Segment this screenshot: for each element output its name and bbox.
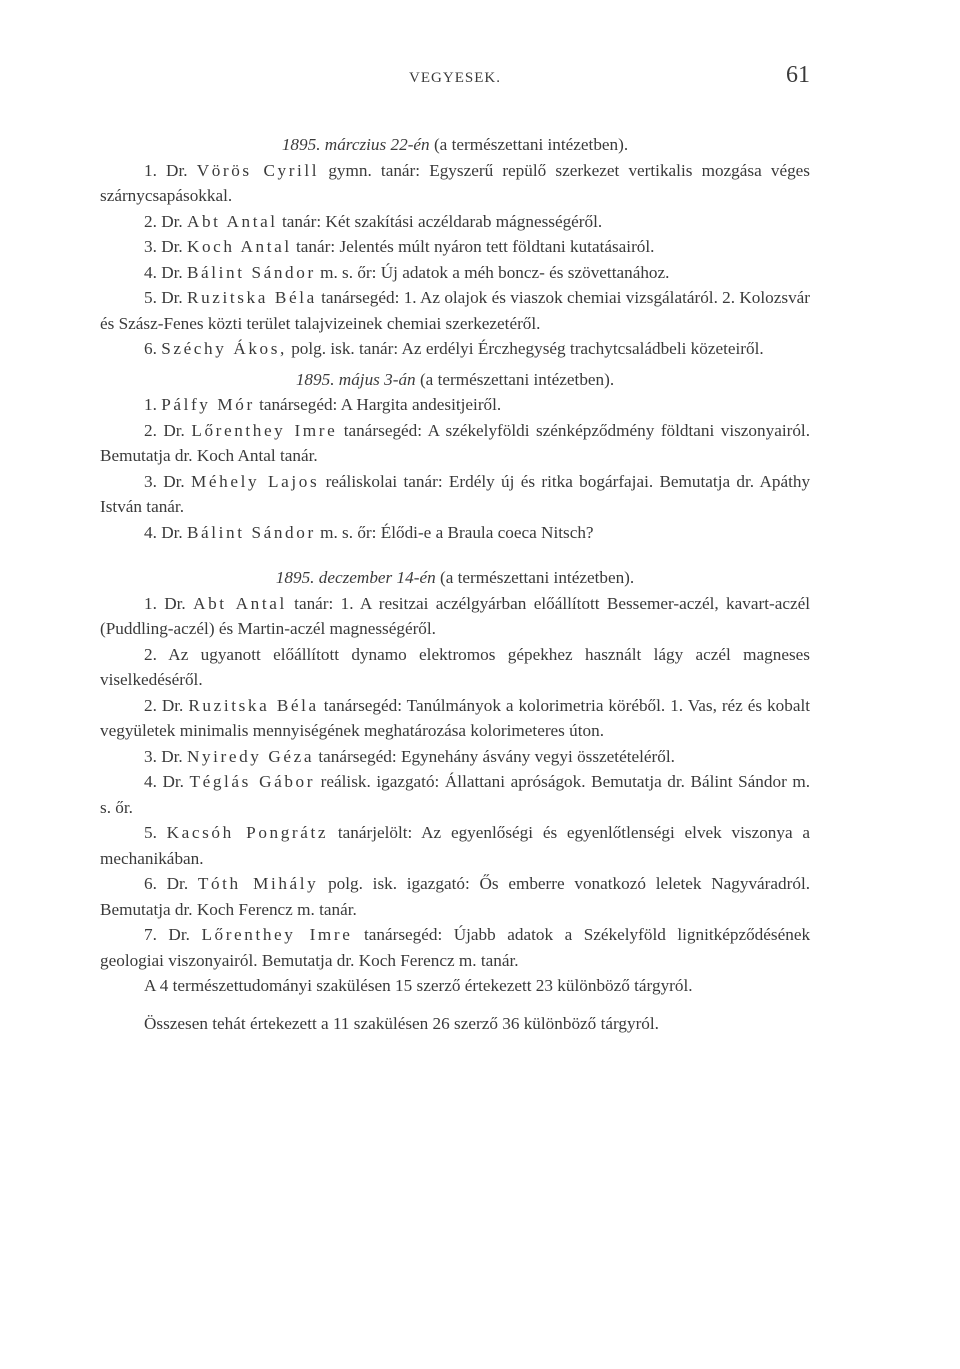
speaker-name: Méhely Lajos: [191, 471, 320, 491]
section-place: (a természettani intézetben).: [439, 568, 635, 587]
section-place: (a természettani intézetben).: [433, 135, 629, 154]
lecture-item: 2. Dr. Ruzitska Béla tanársegéd: Tanúlmányok a kolorimetria köréből. 1. Vas, réz és kobalt vegyületek minimalis mennyiségének meghatározása kolorimeteres úton.: [100, 695, 811, 740]
section-place: (a természettani intézetben).: [419, 369, 615, 389]
speaker-name: Széchy Ákos,: [161, 339, 287, 358]
speaker-name: Ruzitska Béla: [188, 695, 319, 715]
lecture-item: 6. Széchy Ákos, polg. isk. tanár: Az erdélyi Érczhegység trachytcsaládbeli közeteiről.: [144, 339, 764, 358]
lecture-item: 3. Dr. Nyiredy Géza tanársegéd: Egynehány ásvány vegyi összetételéről.: [144, 746, 675, 766]
speaker-name: Abt Antal: [186, 211, 278, 231]
lecture-item: 2. Dr. Abt Antal tanár: Két szakítási aczéldarab mágnességéről.: [144, 211, 603, 231]
lecture-item: 4. Dr. Téglás Gábor reálisk. igazgató: Állattani apróságok. Bemutatja dr. Bálint Sándor m. s. őr.: [100, 772, 811, 817]
body-text: [100, 132, 810, 1036]
speaker-name: Kacsóh Pongrátz: [166, 823, 329, 842]
speaker-name: Bálint Sándor: [186, 522, 316, 542]
speaker-name: Lőrenthey Imre: [191, 420, 338, 440]
summary-paragraph: Összesen tehát értekezett a 11 szakülésen 26 szerző 36 különböző tárgyról.: [144, 1013, 659, 1033]
lecture-item: 3. Dr. Koch Antal tanár: Jelentés múlt nyáron tett földtani kutatásairól.: [144, 237, 655, 256]
speaker-name: Abt Antal: [193, 593, 287, 613]
spacer: [100, 999, 810, 1011]
summary-paragraph: A 4 természettudományi szakülésen 15 szerző értekezett 23 különböző tárgyról.: [144, 976, 693, 995]
lecture-item: 2. Az ugyanott előállított dynamo elektromos gépekhez használt lágy aczél magneses viselkedéséről.: [100, 644, 810, 689]
running-title: VEGYESEK.: [409, 70, 501, 86]
lecture-item: 4. Dr. Bálint Sándor m. s. őr: Új adatok a méh boncz- és szövettanához.: [144, 262, 670, 282]
lecture-item: 3. Dr. Méhely Lajos reáliskolai tanár: Erdély új és ritka bogárfajai. Bemutatja dr. Apáthy István tanár.: [100, 471, 811, 516]
lecture-item: 7. Dr. Lőrenthey Imre tanársegéd: Újabb adatok a Székelyföld lignitképződésének geologiai viszonyairól. Bemutatja dr. Koch Ferencz m. tanár.: [100, 925, 811, 970]
page-number: 61: [786, 62, 810, 88]
speaker-name: Téglás Gábor: [189, 772, 316, 791]
lecture-item: 2. Dr. Lőrenthey Imre tanársegéd: A székelyföldi szénképződmény földtani viszonyairól. Bemutatja dr. Koch Antal tanár.: [100, 420, 811, 465]
lecture-item: 1. Dr. Vörös Cyrill gymn. tanár: Egyszerű repülő szerkezet vertikalis mozgása véges szárnycsapásokkal.: [100, 160, 810, 205]
speaker-name: Lőrenthey Imre: [201, 925, 353, 944]
running-head: [100, 62, 810, 92]
speaker-name: Koch Antal: [186, 237, 292, 256]
lecture-item: 1. Dr. Abt Antal tanár: 1. A resitzai aczélgyárban előállított Bessemer-aczél, kavart-aczél (Puddling-aczél) és Martin-aczél magnességéről.: [100, 593, 810, 638]
speaker-name: Nyiredy Géza: [186, 746, 315, 766]
section-heading: [100, 367, 810, 393]
speaker-name: Tóth Mihály: [197, 874, 319, 893]
speaker-name: Vörös Cyrill: [196, 160, 320, 180]
section-heading: [100, 565, 810, 591]
section-date: 1895. deczember 14-én: [275, 568, 436, 587]
section-date: 1895. márczius 22-én: [281, 135, 430, 154]
speaker-name: Bálint Sándor: [186, 262, 316, 282]
section-heading: [100, 132, 810, 158]
lecture-item: 4. Dr. Bálint Sándor m. s. őr: Élődi-e a Braula coeca Nitsch?: [144, 522, 594, 542]
lecture-item: 5. Kacsóh Pongrátz tanárjelölt: Az egyenlőségi és egyenlőtlenségi elvek viszonya a mechanikában.: [100, 823, 811, 868]
lecture-item: 1. Pálfy Mór tanársegéd: A Hargita andesitjeiről.: [144, 395, 502, 414]
speaker-name: Pálfy Mór: [161, 395, 255, 414]
section-date: 1895. május 3-án: [295, 369, 416, 389]
speaker-name: Ruzitska Béla: [187, 288, 317, 307]
lecture-item: 5. Dr. Ruzitska Béla tanársegéd: 1. Az olajok és viaszok chemiai vizsgálatáról. 2. Kolozsvár és Szász-Fenes közti terület talajvizeinek chemiai szerkezetéről.: [100, 288, 811, 333]
lecture-item: 6. Dr. Tóth Mihály polg. isk. igazgató: Ős emberre vonatkozó leletek Nagyváradról. Bemutatja dr. Koch Ferencz m. tanár.: [100, 874, 811, 919]
